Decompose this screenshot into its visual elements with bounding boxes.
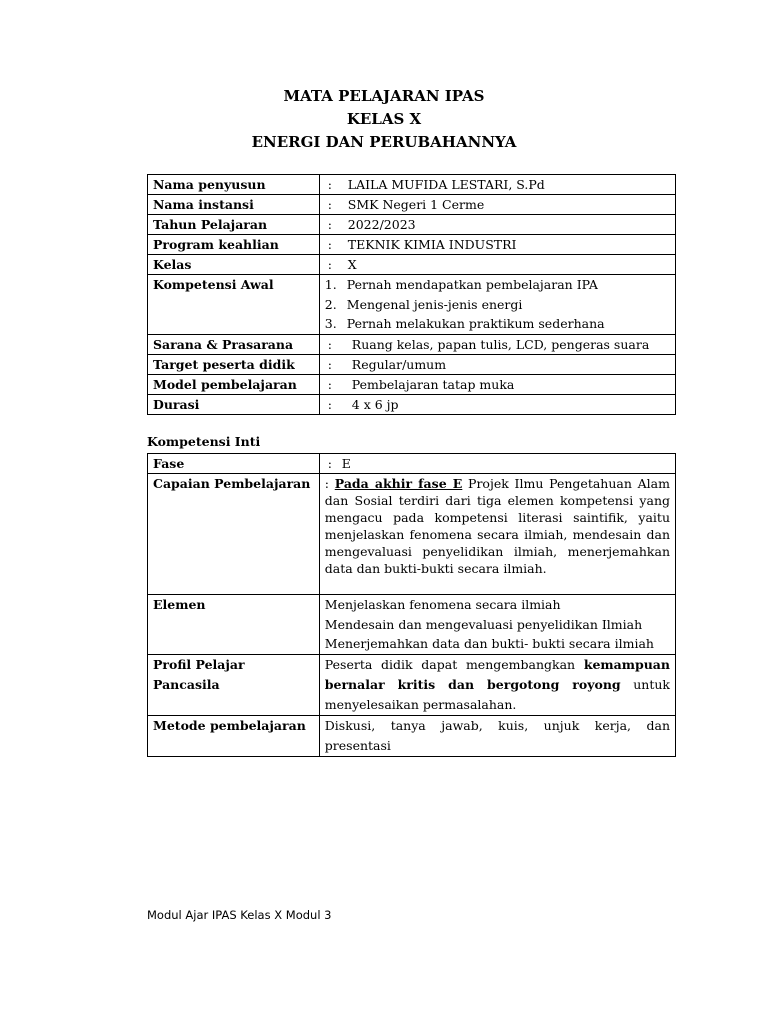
elemen-list	[319, 595, 675, 655]
table-row	[148, 394, 676, 414]
identity-label: Program keahlian	[148, 235, 320, 255]
table-row	[148, 334, 676, 354]
identity-value: : X	[319, 255, 675, 275]
author-name: LAILA MUFIDA LESTARI, S.Pd	[347, 177, 545, 192]
identity-value: : 4 x 6 jp	[319, 394, 675, 414]
table-row	[148, 275, 676, 335]
table-row	[148, 255, 676, 275]
table-row	[148, 215, 676, 235]
list-item: Menerjemahkan data dan bukti- bukti secara ilmiah	[324, 636, 654, 651]
table-row	[148, 175, 676, 195]
identity-label: Sarana & Prasarana	[148, 334, 320, 354]
capaian-label: Capaian Pembelajaran	[148, 474, 320, 595]
target-students: Regular/umum	[351, 356, 447, 372]
identity-label: Nama instansi	[148, 195, 320, 215]
profil-text: Peserta didik dapat mengembangkan kemampuan bernalar kritis dan bergotong royong untuk menyelesaikan permasalahan.	[319, 654, 675, 715]
table-row	[148, 715, 676, 756]
document-title-subject: MATA PELAJARAN IPAS	[283, 87, 485, 105]
metode-value: Diskusi, tanya jawab, kuis, unjuk kerja, dan presentasi	[319, 715, 675, 756]
identity-table	[147, 174, 676, 415]
list-item: Menjelaskan fenomena secara ilmiah	[324, 597, 561, 612]
table-row	[148, 235, 676, 255]
kompetensi-inti-heading: Kompetensi Inti	[147, 434, 261, 449]
identity-value: : Regular/umum	[319, 354, 675, 374]
table-row	[148, 195, 676, 215]
identity-value: : SMK Negeri 1 Cerme	[319, 195, 675, 215]
document-title-class: KELAS X	[346, 110, 422, 128]
kompetensi-inti-table	[147, 453, 676, 757]
table-row	[148, 654, 676, 715]
identity-label: Kompetensi Awal	[148, 275, 320, 335]
list-item: 3. Pernah melakukan praktikum sederhana	[324, 316, 605, 331]
fase-label: Fase	[148, 454, 320, 474]
expertise-program: TEKNIK KIMIA INDUSTRI	[347, 237, 517, 252]
capaian-text: : Pada akhir fase E Projek Ilmu Pengetahuan Alam dan Sosial terdiri dari tiga elemen kompetensi yang mengacu pada kompetensi literasi saintifik, yaitu menjelaskan fenomena secara ilmiah, mendesain dan mengevaluasi penyelidikan ilmiah, menerjemahkan data dan bukti-bukti secara ilmiah.	[319, 474, 675, 595]
page-footer: Modul Ajar IPAS Kelas X Modul 3	[147, 908, 332, 922]
list-item: 1. Pernah mendapatkan pembelajaran IPA	[324, 277, 598, 292]
table-row	[148, 595, 676, 655]
class-value: X	[347, 257, 357, 272]
table-row	[148, 354, 676, 374]
elemen-label: Elemen	[148, 595, 320, 655]
list-item: 2. Mengenal jenis-jenis energi	[324, 296, 523, 312]
identity-label: Target peserta didik	[148, 354, 320, 374]
table-row	[148, 474, 676, 595]
identity-label: Nama penyusun	[148, 175, 320, 195]
profil-label: Profil Pelajar Pancasila	[148, 654, 320, 715]
kompetensi-awal-list	[319, 275, 675, 335]
identity-value: : LAILA MUFIDA LESTARI, S.Pd	[319, 175, 675, 195]
identity-value: : TEKNIK KIMIA INDUSTRI	[319, 235, 675, 255]
identity-label: Tahun Pelajaran	[148, 215, 320, 235]
document-title-topic: ENERGI DAN PERUBAHANNYA	[251, 133, 517, 151]
learning-model: Pembelajaran tatap muka	[351, 376, 515, 392]
identity-value: : Pembelajaran tatap muka	[319, 374, 675, 394]
fase-value: : E	[319, 454, 675, 474]
duration: 4 x 6 jp	[351, 396, 399, 412]
institution-name: SMK Negeri 1 Cerme	[347, 197, 485, 212]
metode-label: Metode pembelajaran	[148, 715, 320, 756]
identity-value: : Ruang kelas, papan tulis, LCD, pengeras suara	[319, 334, 675, 354]
facilities: Ruang kelas, papan tulis, LCD, pengeras suara	[351, 336, 650, 352]
identity-value: : 2022/2023	[319, 215, 675, 235]
table-row	[148, 374, 676, 394]
academic-year: 2022/2023	[347, 217, 416, 232]
list-item: Mendesain dan mengevaluasi penyelidikan Ilmiah	[324, 616, 643, 632]
table-row	[148, 454, 676, 474]
identity-label: Durasi	[148, 394, 320, 414]
identity-label: Model pembelajaran	[148, 374, 320, 394]
identity-label: Kelas	[148, 255, 320, 275]
